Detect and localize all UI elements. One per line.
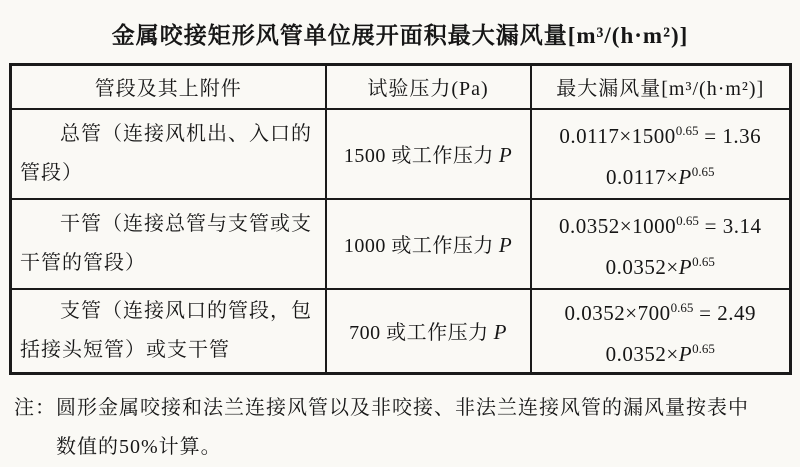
col-header-max-leakage: 最大漏风量[m³/(h·m²)] (531, 65, 791, 109)
table-header-row (11, 65, 791, 109)
footnote (14, 389, 800, 467)
formula-variable: P (678, 254, 693, 279)
formula-exponent: 0.65 (675, 122, 699, 138)
pressure-variable: P (498, 233, 513, 257)
formula-exponent: 0.65 (691, 163, 715, 179)
pressure-text: 700 或工作压力 (349, 322, 489, 344)
col-header-segment: 管段及其上附件 (11, 65, 326, 109)
segment-cell (11, 199, 326, 289)
table-row-main-duct (11, 109, 791, 199)
segment-text: 支管（连接风口的管段，包括接头短管）或支干管 (20, 299, 312, 361)
formula-line-2 (532, 244, 790, 285)
segment-cell (11, 289, 326, 374)
footnote-label: 注： (14, 396, 56, 419)
formula-variable: P (678, 164, 692, 189)
footnote-line-1: 圆形金属咬接和法兰连接风管以及非咬接、非法兰连接风管的漏风量按表中 (56, 396, 749, 419)
pressure-text: 1000 或工作压力 (343, 235, 494, 257)
footnote-text (56, 389, 749, 467)
page-title: 金属咬接矩形风管单位展开面积最大漏风量[m³/(h·m²)] (111, 23, 689, 48)
formula-cell (531, 109, 791, 199)
formula-line-1 (532, 203, 790, 244)
footnote-line-2: 数值的50%计算。 (56, 435, 222, 458)
formula-line-1 (532, 113, 790, 154)
segment-text: 干管（连接总管与支管或支干管的管段） (20, 212, 312, 274)
formula-line-1 (532, 290, 790, 331)
formula-exponent: 0.65 (670, 299, 694, 315)
pressure-cell (326, 109, 531, 199)
segment-text: 总管（连接风机出、入口的管段） (20, 122, 312, 184)
pressure-variable: P (498, 143, 513, 167)
formula-coefficient: 0.0117× (606, 164, 679, 189)
formula-exponent: 0.65 (676, 212, 699, 228)
formula-cell (531, 289, 791, 374)
formula-base: 0.0352×1000 (559, 213, 677, 238)
pressure-text: 1500 或工作压力 (343, 145, 494, 167)
formula-base: 0.0117×1500 (559, 123, 676, 148)
formula-cell (531, 199, 791, 289)
formula-base: 0.0352×700 (564, 300, 671, 325)
formula-coefficient: 0.0352× (605, 341, 679, 366)
formula-result: = 2.49 (693, 300, 756, 325)
col-header-test-pressure: 试验压力(Pa) (326, 65, 531, 109)
formula-line-2 (532, 331, 790, 372)
formula-coefficient: 0.0352× (605, 254, 679, 279)
leakage-table (9, 63, 792, 375)
formula-result: = 1.36 (698, 123, 762, 148)
table-row-branch-duct (11, 289, 791, 374)
formula-exponent: 0.65 (692, 340, 715, 356)
formula-exponent: 0.65 (692, 253, 715, 269)
pressure-cell (326, 289, 531, 374)
formula-result: = 3.14 (698, 213, 762, 238)
table-row-trunk-duct (11, 199, 791, 289)
segment-cell (11, 109, 326, 199)
pressure-cell (326, 199, 531, 289)
formula-line-2 (532, 154, 790, 195)
formula-variable: P (678, 341, 693, 366)
pressure-variable: P (493, 320, 507, 344)
